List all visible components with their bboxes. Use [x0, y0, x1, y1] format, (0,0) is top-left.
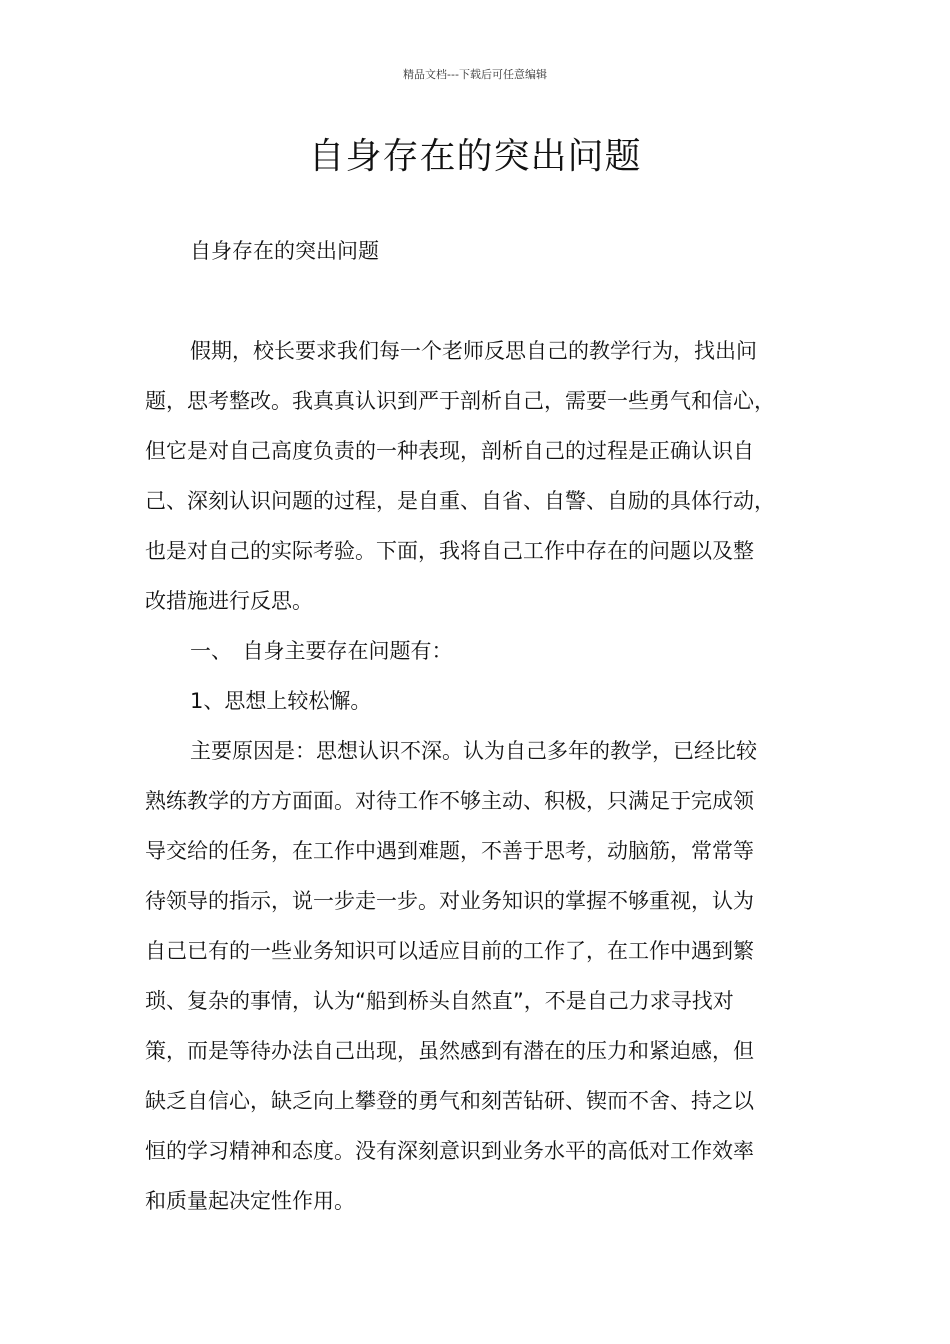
paragraph-line: 己、深刻认识问题的过程，是自重、自省、自警、自励的具体行动， — [145, 489, 775, 513]
paragraph-intro — [145, 326, 810, 626]
section-heading-text: 一、 自身主要存在问题有： — [190, 639, 453, 663]
paragraph-line: 导交给的任务，在工作中遇到难题，不善于思考，动脑筋，常常等 — [145, 839, 754, 863]
document-title: 自身存在的突出问题 — [308, 136, 642, 177]
paragraph-line: 和质量起决定性作用。 — [145, 1189, 355, 1213]
paragraph-line: 假期，校长要求我们每一个老师反思自己的教学行为，找出问 — [190, 339, 757, 363]
paragraph-line: 策，而是等待办法自己出现，虽然感到有潜在的压力和紧迫感，但 — [145, 1039, 754, 1063]
paragraph-line: 主要原因是：思想认识不深。认为自己多年的教学，已经比较 — [190, 739, 757, 763]
paragraph-reasons — [145, 726, 810, 1226]
paragraph-line: 缺乏自信心，缺乏向上攀登的勇气和刻苦钻研、锲而不舍、持之以 — [145, 1089, 754, 1113]
paragraph-line: 题，思考整改。我真真认识到严于剖析自己，需要一些勇气和信心， — [145, 389, 775, 413]
paragraph-line: 待领导的指示，说一步走一步。对业务知识的掌握不够重视，认为 — [145, 889, 754, 913]
paragraph-line: 改措施进行反思。 — [145, 589, 313, 613]
paragraph-line: 琐、复杂的事情，认为“船到桥头自然直”，不是自己力求寻找对 — [145, 989, 734, 1013]
list-item-text: 1、思想上较松懈。 — [190, 689, 372, 713]
paragraph-line: 也是对自己的实际考验。下面，我将自己工作中存在的问题以及整 — [145, 539, 754, 563]
document-subtitle: 自身存在的突出问题 — [190, 239, 379, 263]
list-item — [145, 676, 810, 726]
paragraph-line: 恒的学习精神和态度。没有深刻意识到业务水平的高低对工作效率 — [145, 1139, 754, 1163]
section-heading — [145, 626, 810, 676]
header-note: 精品文档---下载后可任意编辑 — [403, 68, 547, 81]
paragraph-line: 但它是对自己高度负责的一种表现，剖析自己的过程是正确认识自 — [145, 439, 754, 463]
paragraph-line: 熟练教学的方方面面。对待工作不够主动、积极，只满足于完成领 — [145, 789, 754, 813]
paragraph-line: 自己已有的一些业务知识可以适应目前的工作了，在工作中遇到繁 — [145, 939, 754, 963]
